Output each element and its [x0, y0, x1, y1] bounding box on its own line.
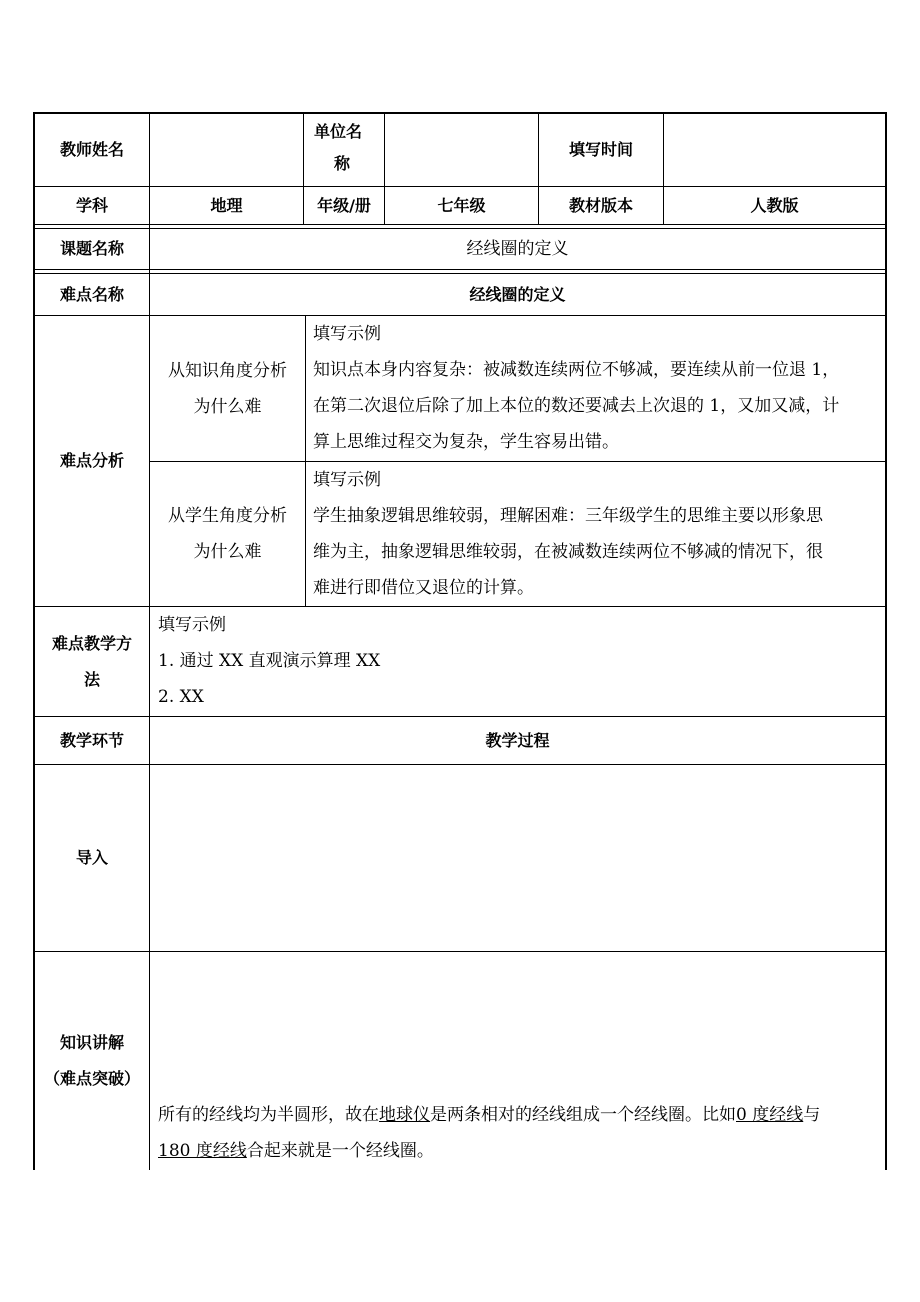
grade-value: 七年级 — [437, 195, 486, 215]
globe-link[interactable]: 地球仪 — [379, 1105, 430, 1125]
lesson-title-value: 经线圈的定义 — [466, 239, 569, 259]
grade-label: 年级/册 — [317, 195, 371, 215]
teacher-name-field[interactable] — [150, 113, 303, 186]
knowledge-explain-label: 知识讲解 （难点突破） — [43, 1033, 140, 1088]
subject-value: 地理 — [210, 195, 243, 215]
zero-meridian-link[interactable]: 0 度经线 — [736, 1105, 804, 1125]
teaching-process-header: 教学过程 — [485, 730, 550, 750]
explain-line-2: 180 度经线合起来就是一个经线圈。 — [158, 1141, 434, 1161]
knowledge-angle-label: 从知识角度分析 为什么难 — [168, 360, 287, 417]
row-divider — [33, 269, 886, 270]
column-divider — [305, 315, 306, 606]
row-divider — [33, 224, 886, 225]
difficulty-name-value: 经线圈的定义 — [469, 284, 566, 304]
table-right-border — [885, 112, 887, 1170]
intro-content[interactable] — [150, 765, 885, 951]
edition-label: 教材版本 — [568, 195, 633, 215]
subject-label: 学科 — [75, 195, 108, 215]
fill-time-field[interactable] — [664, 113, 885, 186]
teacher-name-label: 教师姓名 — [59, 139, 124, 159]
teaching-method-text: 填写示例 1. 通过 XX 直观演示算理 XX 2. XX — [158, 615, 381, 707]
edition-value: 人教版 — [750, 195, 799, 215]
teaching-stage-header: 教学环节 — [59, 730, 124, 750]
unit-name-label: 单位名 称 — [314, 122, 363, 173]
explain-line-1: 所有的经线均为半圆形，故在地球仪是两条相对的经线组成一个经线圈。比如0 度经线与 — [158, 1105, 821, 1125]
knowledge-angle-text: 填写示例 知识点本身内容复杂：被减数连续两位不够减，要连续从前一位退 1， 在第二次退位后除了加上本位的数还要减去上次退的 1，又加又减，计 算上思维过程交为复杂，学生容易出错。 — [313, 324, 840, 452]
meridian-180-link[interactable]: 180 度经线 — [158, 1141, 247, 1161]
column-divider — [149, 112, 150, 1170]
difficulty-name-label: 难点名称 — [59, 284, 124, 304]
row-divider — [33, 951, 886, 952]
intro-label: 导入 — [75, 848, 108, 867]
knowledge-explain-text — [158, 1097, 885, 1169]
fill-time-label: 填写时间 — [568, 139, 633, 159]
difficulty-analysis-label: 难点分析 — [59, 451, 124, 470]
student-angle-text: 填写示例 学生抽象逻辑思维较弱，理解困难：三年级学生的思维主要以形象思 维为主，抽象逻辑思维较弱，在被减数连续两位不够减的情况下，很 难进行即借位又退位的计算。 — [313, 470, 823, 598]
student-angle-label: 从学生角度分析 为什么难 — [168, 506, 287, 562]
lesson-title-label: 课题名称 — [59, 239, 124, 258]
teaching-method-label: 难点教学方 法 — [51, 633, 132, 689]
unit-name-field[interactable] — [385, 113, 538, 186]
